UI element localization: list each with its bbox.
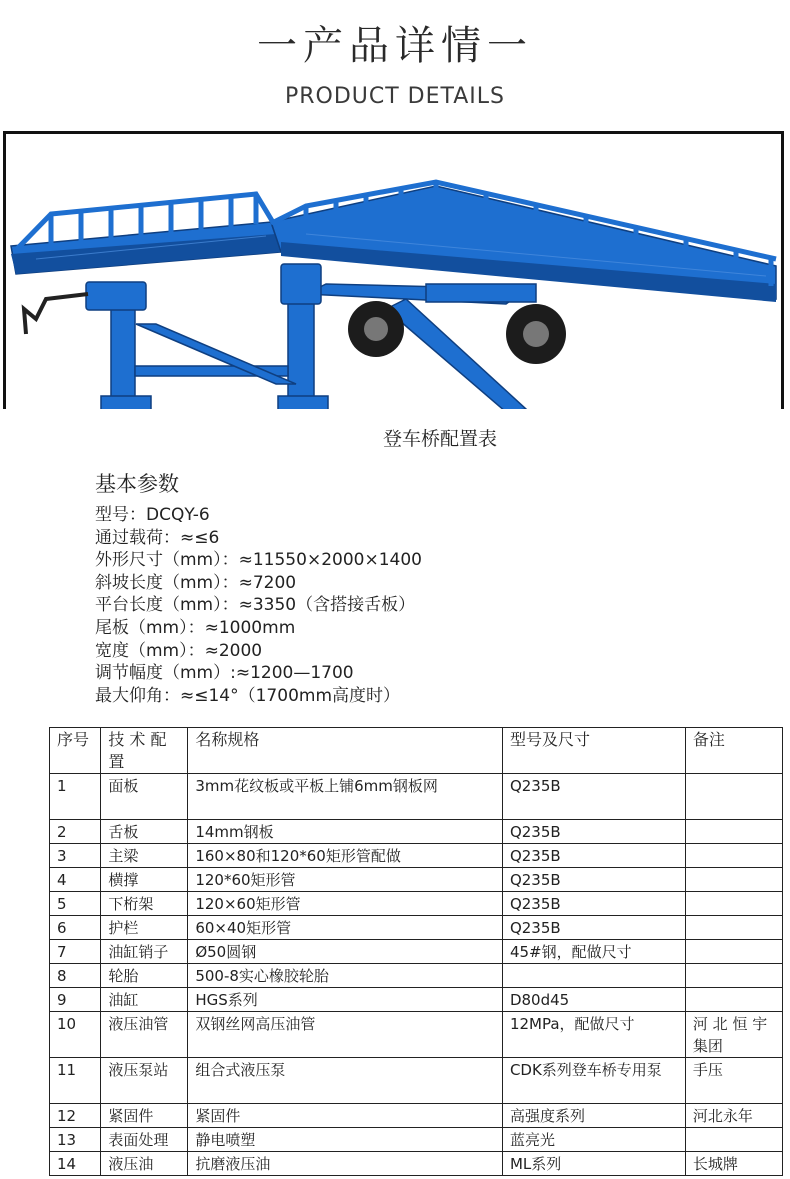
table-row — [50, 892, 783, 916]
param-model: 型号：DCQY-6 — [95, 505, 210, 525]
page-title: 一产品详情一 — [257, 23, 533, 69]
table-cell: 护栏 — [101, 916, 188, 940]
param-platform-length: 平台长度（mm）：≈3350（含搭接舌板） — [95, 595, 416, 616]
table-row — [50, 964, 783, 988]
table-cell: Ø50圆钢 — [188, 940, 503, 964]
table-cell: 11 — [50, 1058, 101, 1104]
table-row — [50, 844, 783, 868]
table-cell: 油缸销子 — [101, 940, 188, 964]
table-cell: 抗磨液压油 — [188, 1152, 503, 1176]
table-cell: 500-8实心橡胶轮胎 — [188, 964, 503, 988]
table-cell: Q235B — [502, 820, 685, 844]
table-cell: 160×80和120*60矩形管配做 — [188, 844, 503, 868]
table-cell — [685, 774, 782, 820]
table-cell: Q235B — [502, 892, 685, 916]
table-cell — [685, 868, 782, 892]
table-cell: 12MPa，配做尺寸 — [502, 1012, 685, 1058]
table-cell — [685, 1128, 782, 1152]
table-cell — [685, 844, 782, 868]
table-cell: 长城牌 — [685, 1152, 782, 1176]
table-cell: 60×40矩形管 — [188, 916, 503, 940]
table-cell: ML系列 — [502, 1152, 685, 1176]
table-row — [50, 1152, 783, 1176]
table-cell: 6 — [50, 916, 101, 940]
table-cell: 12 — [50, 1104, 101, 1128]
basic-params-heading: 基本参数 — [95, 472, 179, 496]
table-cell: 油缸 — [101, 988, 188, 1012]
table-cell: 120*60矩形管 — [188, 868, 503, 892]
table-cell: Q235B — [502, 868, 685, 892]
table-cell — [685, 988, 782, 1012]
table-cell: HGS系列 — [188, 988, 503, 1012]
param-load: 通过载荷：≈≤6 — [95, 527, 220, 548]
table-cell: 横撑 — [101, 868, 188, 892]
header-cell: 名称规格 — [188, 728, 503, 774]
table-cell — [685, 820, 782, 844]
table-cell: 面板 — [101, 774, 188, 820]
basic-params-list — [95, 504, 422, 707]
table-cell: 1 — [50, 774, 101, 820]
param-tail-plate: 尾板（mm）：≈1000mm — [95, 617, 296, 638]
product-photo — [3, 131, 784, 409]
header-cell: 备注 — [685, 728, 782, 774]
table-cell: Q235B — [502, 774, 685, 820]
table-row — [50, 916, 783, 940]
param-width: 宽度（mm）：≈2000 — [95, 640, 263, 661]
table-cell: 蓝亮光 — [502, 1128, 685, 1152]
table-cell: 河 北 恒 宇 集团 — [685, 1012, 782, 1058]
table-cell: 双钢丝网高压油管 — [188, 1012, 503, 1058]
table-cell: 下桁架 — [101, 892, 188, 916]
table-cell: 高强度系列 — [502, 1104, 685, 1128]
table-cell: 13 — [50, 1128, 101, 1152]
dock-ramp-illustration — [6, 134, 781, 409]
table-cell: 2 — [50, 820, 101, 844]
table-row — [50, 988, 783, 1012]
header-cell: 技 术 配 置 — [101, 728, 188, 774]
table-cell: 液压泵站 — [101, 1058, 188, 1104]
table-cell: 主梁 — [101, 844, 188, 868]
table-cell: 紧固件 — [188, 1104, 503, 1128]
table-row — [50, 820, 783, 844]
table-cell: 3mm花纹板或平板上铺6mm钢板网 — [188, 774, 503, 820]
table-cell: 4 — [50, 868, 101, 892]
table-header-row — [50, 728, 783, 774]
param-adjust-range: 调节幅度（mm）:≈1200—1700 — [95, 663, 354, 684]
table-cell: 组合式液压泵 — [188, 1058, 503, 1104]
table-cell — [685, 892, 782, 916]
config-table — [49, 727, 783, 1176]
table-cell: 河北永年 — [685, 1104, 782, 1128]
table-cell: CDK系列登车桥专用泵 — [502, 1058, 685, 1104]
table-cell — [502, 964, 685, 988]
table-cell: 45#钢，配做尺寸 — [502, 940, 685, 964]
table-cell: 表面处理 — [101, 1128, 188, 1152]
table-row — [50, 940, 783, 964]
table-cell: 120×60矩形管 — [188, 892, 503, 916]
table-cell: 7 — [50, 940, 101, 964]
param-max-angle: 最大仰角：≈≤14°（1700mm高度时） — [95, 685, 401, 706]
table-cell: 静电喷塑 — [188, 1128, 503, 1152]
table-cell — [685, 964, 782, 988]
table-cell: 舌板 — [101, 820, 188, 844]
table-cell: 液压油 — [101, 1152, 188, 1176]
table-row — [50, 1012, 783, 1058]
table-row — [50, 868, 783, 892]
header-cell: 型号及尺寸 — [502, 728, 685, 774]
page-subtitle: PRODUCT DETAILS — [284, 84, 506, 109]
table-cell: 9 — [50, 988, 101, 1012]
table-cell — [685, 940, 782, 964]
table-cell: 液压油管 — [101, 1012, 188, 1058]
table-cell: 14mm钢板 — [188, 820, 503, 844]
table-row — [50, 1058, 783, 1104]
table-cell: 5 — [50, 892, 101, 916]
table-cell — [685, 916, 782, 940]
table-row — [50, 774, 783, 820]
table-cell: 手压 — [685, 1058, 782, 1104]
param-overall-size: 外形尺寸（mm）：≈11550×2000×1400 — [95, 550, 422, 571]
table-row — [50, 1104, 783, 1128]
table-cell: D80d45 — [502, 988, 685, 1012]
table-cell: Q235B — [502, 844, 685, 868]
config-table-title: 登车桥配置表 — [382, 428, 497, 450]
table-row — [50, 1128, 783, 1152]
param-slope-length: 斜坡长度（mm）：≈7200 — [95, 572, 297, 593]
table-cell: 3 — [50, 844, 101, 868]
table-cell: Q235B — [502, 916, 685, 940]
table-cell: 10 — [50, 1012, 101, 1058]
table-cell: 轮胎 — [101, 964, 188, 988]
table-cell: 8 — [50, 964, 101, 988]
table-cell: 14 — [50, 1152, 101, 1176]
header-cell: 序号 — [50, 728, 101, 774]
table-cell: 紧固件 — [101, 1104, 188, 1128]
